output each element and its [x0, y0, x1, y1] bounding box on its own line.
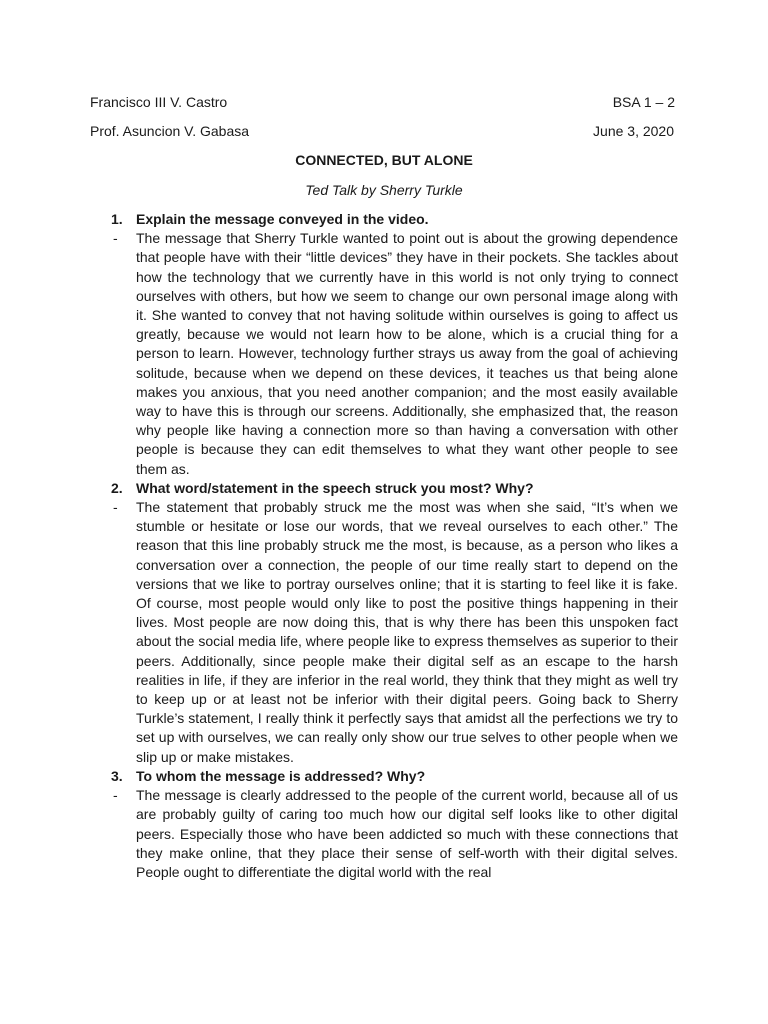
question-number: 1. [111, 211, 123, 227]
answer-text: The message that Sherry Turkle wanted to point out is about the growing dependence that people have with their “little devices” they have in their pockets. She tackles about how the technology that we currently have in this world is not only trying to connect ourselves with others, but how we seem to change our own personal image along with it. She wanted to convey that not having solitude within ourselves is going to affect us greatly, because we would not learn how to be alone, which is a crucial thing for a person to learn. However, technology further strays us away from the goal of achieving solitude, because when we depend on these devices, it teaches us that being alone makes you anxious, that you need another companion; and the most easily available way to have this is through our screens. Additionally, she emphasized that, the reason why people like having a connection more so than having a conversation with other people is because they can edit themselves to what they want other people to see them as. [136, 230, 678, 477]
question-number: 2. [111, 479, 123, 496]
class-section: BSA 1 – 2 [612, 94, 675, 110]
question-text: Explain the message conveyed in the video. [136, 211, 429, 227]
document-subtitle: Ted Talk by Sherry Turkle [305, 182, 463, 198]
answer-bullet: - [113, 499, 118, 516]
questions-list [90, 210, 678, 882]
submission-date: June 3, 2020 [593, 123, 674, 139]
answer-1 [90, 229, 678, 479]
professor-name: Prof. Asuncion V. Gabasa [90, 123, 250, 139]
author-name: Francisco III V. Castro [90, 94, 228, 110]
question-3 [90, 767, 678, 786]
question-number: 3. [111, 767, 123, 784]
document-title: CONNECTED, BUT ALONE [295, 152, 473, 168]
answer-bullet: - [113, 230, 118, 247]
answer-3 [90, 786, 678, 882]
question-text: To whom the message is addressed? Why? [136, 767, 426, 784]
question-2 [90, 479, 678, 498]
answer-bullet: - [113, 787, 118, 804]
answer-text: The message is clearly addressed to the people of the current world, because all of us are probably guilty of caring too much how our digital self looks like to other digital peers. Especially those who have been addicted so much with these connections that they make online, that they place their sense of self-worth with their digital selves. People ought to differentiate the digital world with the real [136, 787, 678, 880]
answer-2 [90, 498, 678, 767]
question-1 [90, 210, 678, 229]
answer-text: The statement that probably struck me the most was when she said, “It’s when we stumble or hesitate or lose our words, that we reveal ourselves to each other.” The reason that this line probably struck me the most, is because, as a person who likes a conversation over a connection, the people of our time really start to depend on the versions that we like to portray ourselves online; that it is starting to feel like it is fake. Of course, most people would only like to post the positive things happening in their lives. Most people are now doing this, that is why there has been this unspoken fact about the social media life, where people like to express themselves as superior to their peers. Additionally, since people make their digital self as an escape to the harsh realities in life, if they are inferior in the real world, they think that they might as well try to keep up or at least not be inferior with their digital peers. Going back to Sherry Turkle’s statement, I really think it perfectly says that amidst all the perfections we try to set up with ourselves, we can really only show our true selves to other people when we slip up or make mistakes. [136, 499, 678, 765]
question-text: What word/statement in the speech struck you most? Why? [136, 479, 534, 496]
